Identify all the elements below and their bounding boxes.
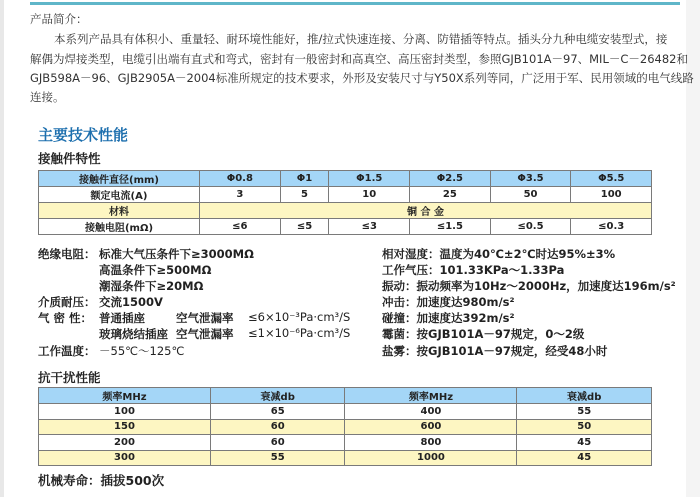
cell: Φ1.5: [329, 171, 410, 187]
cell: 3: [200, 187, 281, 203]
cell: 600: [345, 419, 517, 435]
cell: 300: [39, 450, 211, 466]
cell: 60: [210, 435, 345, 451]
cell: 频率MHz: [345, 388, 517, 404]
intro-line: GJB598A－96、GJB2905A－2004标准所规定的技术要求，外形及安装尺寸与Y50X系列等同，广泛用于军、民用领域的电气线路: [30, 71, 694, 85]
spec-item: 霉菌：按GJB101A－97规定，0～2级: [382, 327, 585, 341]
table-row: [39, 450, 652, 466]
left-border: [0, 0, 4, 497]
cell: ≤5: [280, 219, 329, 235]
cell: 25: [410, 187, 491, 203]
intro-line: 解偶为焊接类型，电缆引出端有直式和弯式，密封有一般密封和高真空、高压密封类型，参照GJB101A－97、MIL－C－26482和: [30, 52, 688, 66]
spec-value: ≤1×10⁻⁶Pa·cm³/S: [248, 326, 351, 340]
spec-value: －55℃～125℃: [99, 344, 185, 358]
cell: 衰减db: [517, 388, 652, 404]
cell: 100: [571, 187, 652, 203]
spec-item: 碰撞：加速度达392m/s²: [382, 311, 515, 325]
cell: ≤0.3: [571, 219, 652, 235]
spec-value: 普通插座: [99, 311, 145, 325]
table-row: [39, 203, 652, 219]
table-row: [39, 219, 652, 235]
table-row: [39, 187, 652, 203]
cell: ≤1.5: [410, 219, 491, 235]
cell: ≤6: [200, 219, 281, 235]
table-row: [39, 404, 652, 420]
cell: 65: [210, 404, 345, 420]
cell: 额定电流(A): [39, 187, 200, 203]
spec-label: 工作温度：: [38, 344, 96, 358]
section-title: 主要技术性能: [38, 126, 129, 144]
cell: 150: [39, 419, 211, 435]
cell: 45: [517, 450, 652, 466]
spec-value: 空气泄漏率: [176, 311, 234, 325]
top-divider: [30, 2, 680, 5]
cell: Φ3.5: [490, 171, 571, 187]
cell: 200: [39, 435, 211, 451]
cell: 100: [39, 404, 211, 420]
spec-value: 高温条件下≥500MΩ: [99, 263, 212, 277]
table-row: [39, 419, 652, 435]
intro-title: 产品简介：: [30, 12, 88, 26]
spec-label: 绝缘电阻：: [38, 247, 96, 261]
cell: 1000: [345, 450, 517, 466]
spec-item: 振动：振动频率为10Hz～2000Hz，加速度达196m/s²: [382, 279, 676, 293]
cell: 10: [329, 187, 410, 203]
spec-value: 标准大气压条件下≥3000MΩ: [99, 247, 254, 261]
spec-value: 交流1500V: [99, 295, 163, 309]
spec-item: 工作气压：101.33KPa～1.33Pa: [382, 263, 565, 277]
cell: 5: [280, 187, 329, 203]
spec-item: 盐雾：按GJB101A－97规定，经受48小时: [382, 344, 608, 358]
spec-label: 介质耐压：: [38, 295, 96, 309]
cell: 55: [517, 404, 652, 420]
cell: Φ5.5: [571, 171, 652, 187]
spec-item: 冲击：加速度达980m/s²: [382, 295, 515, 309]
cell: 400: [345, 404, 517, 420]
contact-title: 接触件特性: [38, 151, 101, 166]
emi-table: [38, 387, 652, 466]
spec-label: 气 密 性：: [38, 311, 93, 325]
mechanical-life: 机械寿命：插拔500次: [38, 473, 165, 488]
cell: 频率MHz: [39, 388, 211, 404]
cell: 接触件直径(mm): [39, 171, 200, 187]
cell: 55: [210, 450, 345, 466]
table-row: [39, 171, 652, 187]
cell: 材料: [39, 203, 200, 219]
cell: ≤0.5: [490, 219, 571, 235]
cell: 50: [490, 187, 571, 203]
cell: 衰减db: [210, 388, 345, 404]
cell: 45: [517, 435, 652, 451]
intro-line: 本系列产品具有体积小、重量轻、耐环境性能好，推/拉式快速连接、分离、防错插等特点。插头分九种电缆安装型式，接: [54, 32, 668, 46]
contact-table: [38, 170, 652, 235]
cell: Φ0.8: [200, 171, 281, 187]
cell: 铜 合 金: [200, 203, 652, 219]
spec-item: 相对湿度：温度为40℃±2℃时达95%±3%: [382, 247, 616, 261]
cell: ≤3: [329, 219, 410, 235]
cell: Φ2.5: [410, 171, 491, 187]
cell: 接触电阻(mΩ): [39, 219, 200, 235]
spec-value: 玻璃烧结插座: [99, 327, 168, 341]
spec-value: ≤6×10⁻³Pa·cm³/S: [248, 310, 351, 324]
cell: 60: [210, 419, 345, 435]
table-header: [39, 388, 652, 404]
cell: 800: [345, 435, 517, 451]
cell: 50: [517, 419, 652, 435]
table-row: [39, 435, 652, 451]
cell: Φ1: [280, 171, 329, 187]
spec-value: 空气泄漏率: [176, 327, 234, 341]
emi-title: 抗干扰性能: [38, 370, 101, 385]
intro-line: 连接。: [30, 90, 65, 104]
spec-value: 潮湿条件下≥20MΩ: [99, 279, 204, 293]
